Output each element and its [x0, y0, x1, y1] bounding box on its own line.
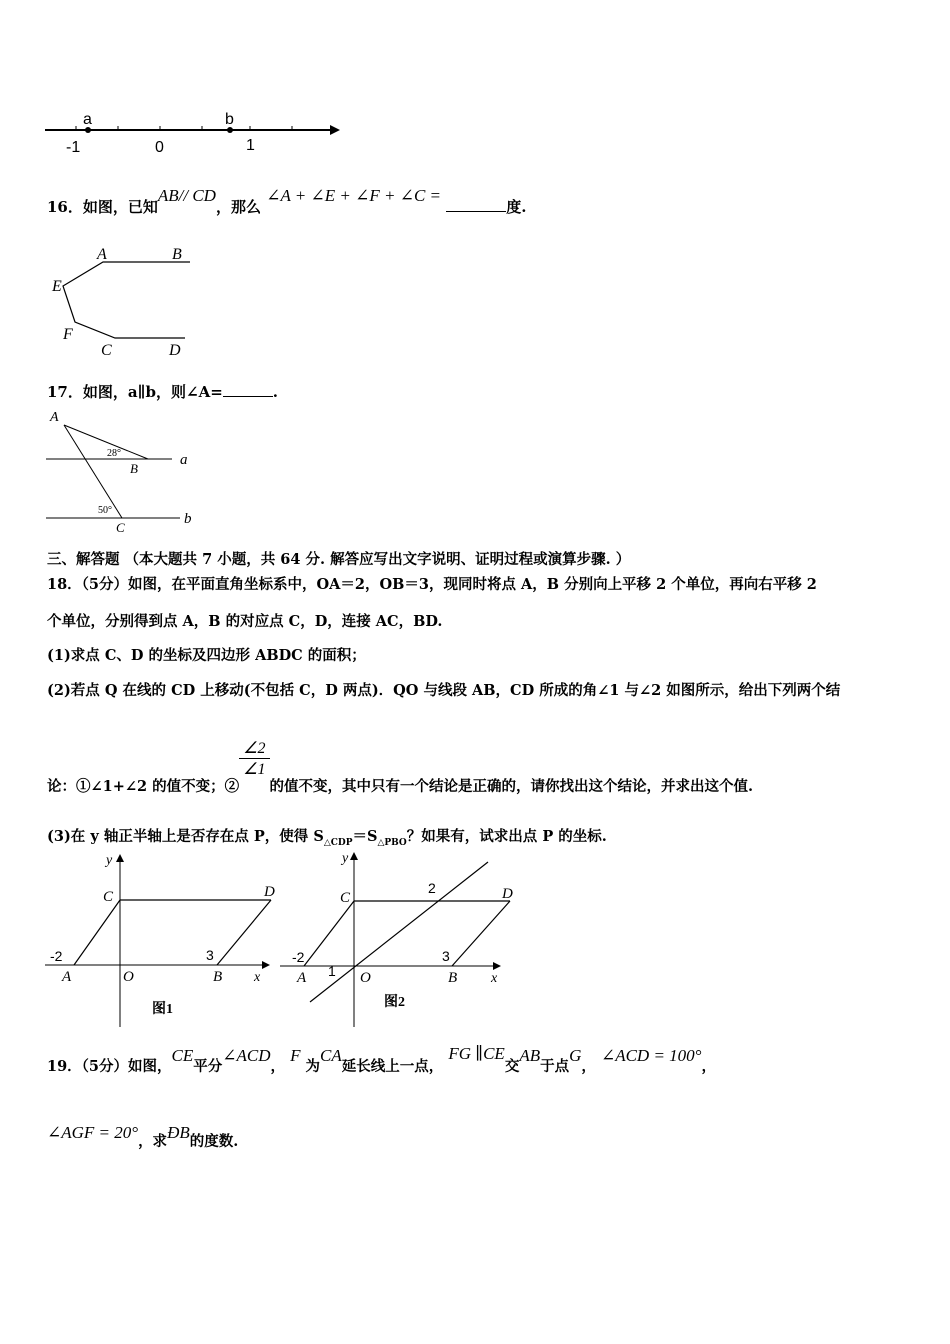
q18-part2: (2)若点 Q 在线的 CD 上移动(不包括 C，D 两点)．QO 与线段 AB，CD 所成的角∠1 与∠2 如图所示，给出下列两个结: [47, 682, 841, 699]
fig1-B: B: [213, 969, 223, 985]
fig1-D: D: [264, 884, 275, 900]
q18-part1: (1)求点 C、D 的坐标及四边形 ABDC 的面积；: [47, 647, 366, 664]
label-a: a: [83, 111, 92, 128]
fig1-A: A: [62, 969, 72, 985]
fig2-3: 3: [442, 948, 450, 964]
fig16-C: C: [101, 342, 112, 359]
q19-G: G: [569, 1046, 582, 1065]
q16-number: 16．如图，已知: [47, 198, 158, 216]
q19-line1: [47, 1044, 716, 1076]
q19-t6: 于点: [540, 1058, 570, 1075]
q17-text: 17．如图，a∥b，则∠A=: [47, 383, 223, 401]
fig2-angle2: 2: [428, 880, 436, 896]
q19-line2: [47, 1123, 239, 1151]
fig2-y-arrow: [350, 852, 358, 860]
q19-t9: ，求: [138, 1133, 168, 1150]
q19-CA: CA: [320, 1046, 342, 1065]
q18-part2b-post: 的值不变，其中只有一个结论是正确的，请你找出这个结论，并求出这个值.: [269, 777, 754, 795]
fig1-O: O: [123, 969, 134, 985]
fig2-x: x: [491, 971, 498, 986]
q19-F: F: [290, 1046, 301, 1065]
q18-part3-mid: ＝S: [352, 828, 378, 845]
fig1-3: 3: [206, 947, 214, 963]
q16-mid: ，那么: [215, 198, 261, 216]
q19-number: 19．（5分）如图，: [47, 1058, 172, 1075]
fig1-segment-AC: [74, 900, 120, 965]
q18-part3-pre: (3)在 y 轴正半轴上是否存在点 P，使得 S: [47, 828, 324, 845]
fig17-b: b: [184, 511, 192, 527]
q16-figure: [45, 238, 205, 360]
q19-angle-ACD: ∠ACD: [222, 1046, 271, 1065]
q16-tail: 度.: [506, 198, 527, 216]
q19-t1: 平分: [193, 1058, 223, 1075]
q18-figure2: [280, 850, 515, 1030]
fig1-y-arrow: [116, 854, 124, 862]
fig16-E: E: [52, 278, 62, 295]
fig16-F: F: [63, 326, 73, 343]
q18-part2b-pre: 论：①∠1+∠2 的值不变；②: [47, 777, 240, 795]
q19-t2: ，: [270, 1058, 286, 1075]
fig2-segment-AC: [304, 901, 354, 966]
fig2-caption: 图2: [384, 995, 405, 1010]
q19-angle-AGF: ∠AGF = 20°: [47, 1123, 139, 1142]
q18-figure1: [45, 850, 275, 1030]
fig17-a: a: [180, 452, 188, 468]
q16-line: [47, 186, 527, 217]
fig1-x: x: [254, 970, 261, 985]
q19-angle-B: ÐB: [167, 1123, 190, 1142]
q19-CE: CE: [171, 1046, 194, 1065]
number-line-figure: [40, 108, 350, 158]
tick-label-neg1: -1: [66, 139, 81, 156]
q16-expression: ∠A + ∠E + ∠F + ∠C =: [266, 186, 442, 205]
q19-t8: ，: [701, 1058, 716, 1075]
fig17-C: C: [116, 520, 125, 535]
fig2-A: A: [297, 970, 307, 986]
fig2-x-arrow: [493, 962, 501, 970]
fig2-segment-BD: [452, 901, 510, 966]
fig16-D: D: [169, 342, 181, 359]
q16-condition: AB// CD: [157, 186, 216, 205]
fig1-caption: 图1: [152, 1002, 173, 1017]
fig2-angle1: 1: [328, 963, 336, 979]
fig16-A: A: [97, 246, 107, 263]
q18-part2-conclusions: [47, 738, 754, 795]
fraction-denominator: ∠1: [243, 761, 266, 778]
label-b: b: [225, 111, 234, 128]
fraction-numerator: ∠2: [239, 738, 269, 759]
tick-label-0: 0: [155, 139, 164, 156]
q17-line: [47, 381, 278, 402]
segment-AB: [64, 425, 148, 459]
q18-sub-cdp: △CDP: [323, 837, 353, 848]
fig1-y: y: [106, 853, 113, 868]
q18-sub-pbo: △PBO: [377, 837, 407, 848]
fig2-neg2: -2: [292, 949, 305, 965]
fig2-O: O: [360, 970, 371, 986]
q19-AB: AB: [519, 1046, 541, 1065]
q19-t5: 交: [504, 1058, 520, 1075]
fig17-A: A: [50, 410, 59, 425]
q19-t10: 的度数.: [189, 1133, 239, 1150]
q19-t7: ，: [581, 1058, 596, 1075]
fig16-B: B: [172, 246, 182, 263]
fig17-B: B: [130, 461, 138, 476]
tick-label-1: 1: [246, 137, 255, 154]
fig1-x-arrow: [262, 961, 270, 969]
q19-FG-parallel-CE: FG ∥CE: [448, 1044, 505, 1063]
q18-fraction: [239, 738, 269, 779]
segment-AC: [64, 425, 122, 518]
q18-part3-post: ？如果有，试求出点 P 的坐标.: [406, 828, 607, 845]
q19-t3: 为: [305, 1058, 321, 1075]
q19-angle-ACD-100: ∠ACD = 100°: [600, 1046, 702, 1065]
fig1-neg2: -2: [50, 948, 63, 964]
q17-tail: .: [272, 383, 279, 401]
q18-line2: 个单位，分别得到点 A，B 的对应点 C，D，连接 AC，BD.: [47, 613, 443, 630]
q16-answer-blank: [446, 197, 506, 212]
fig2-y: y: [342, 851, 349, 866]
number-line-arrow: [330, 125, 340, 135]
fig1-segment-BD: [217, 900, 271, 965]
q18-line1: 18．（5分）如图，在平面直角坐标系中，OA＝2，OB＝3，现同时将点 A，B 分别向上平移 2 个单位，再向右平移 2: [47, 576, 817, 593]
fig2-B: B: [448, 970, 458, 986]
fig17-angle-28: 28°: [107, 448, 121, 459]
fig2-D: D: [502, 886, 513, 902]
q17-figure: [40, 405, 210, 537]
fig17-angle-50: 50°: [98, 505, 112, 516]
q18-part3: [47, 825, 607, 848]
fig2-line-QO: [310, 862, 488, 1002]
q19-t4: 延长线上一点，: [341, 1058, 444, 1075]
fig2-C: C: [340, 890, 351, 906]
fig1-C: C: [103, 889, 114, 905]
q16-polyline: [63, 262, 190, 338]
q17-answer-blank: [223, 382, 273, 397]
section3-title: 三、解答题 （本大题共 7 小题，共 64 分. 解答应写出文字说明、证明过程或演算步骤. ）: [47, 551, 631, 568]
